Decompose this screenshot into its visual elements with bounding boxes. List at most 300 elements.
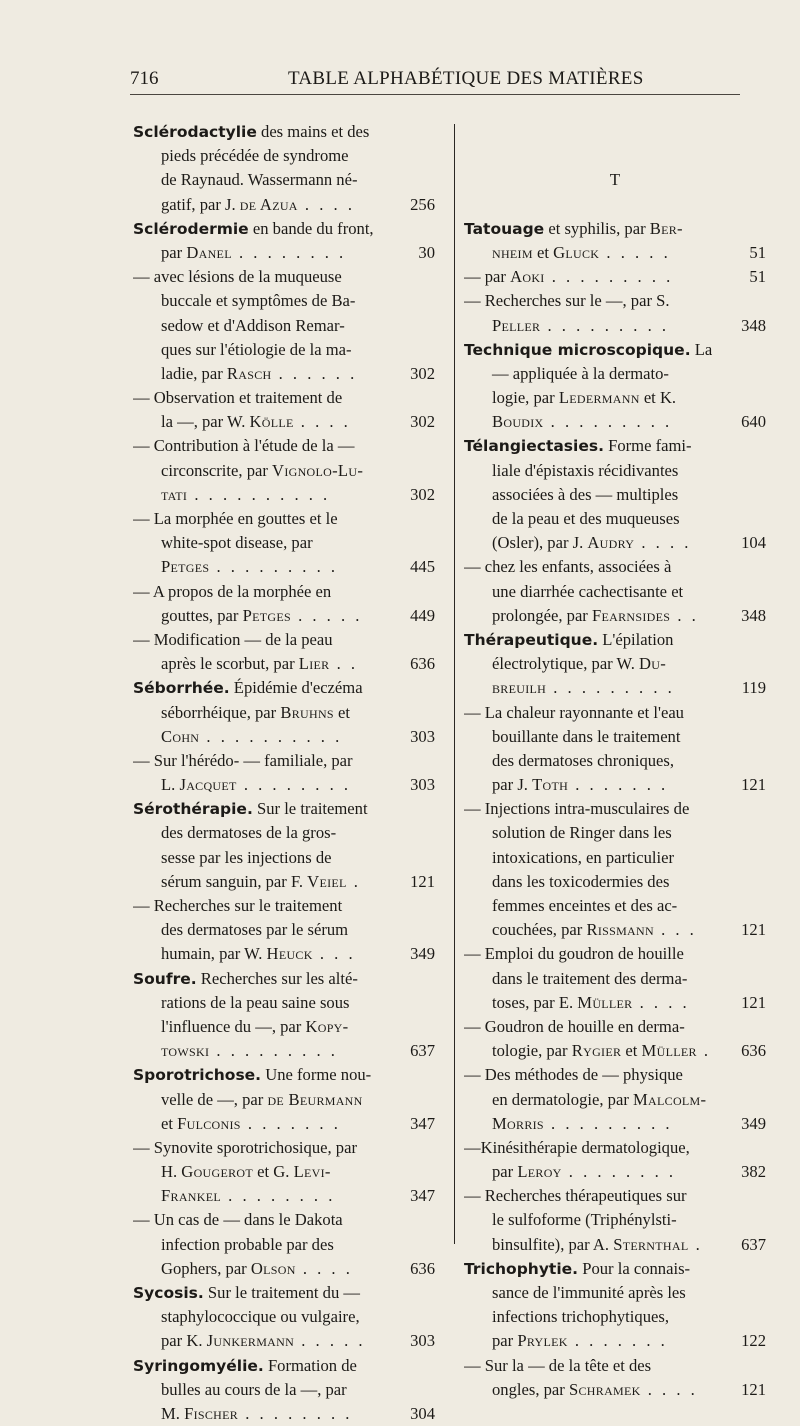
index-line (464, 1329, 766, 1353)
index-line (133, 338, 435, 362)
author-name: Olson (250, 1258, 296, 1278)
index-line (133, 580, 435, 604)
index-line (133, 749, 435, 773)
page-number: 716 (130, 68, 159, 89)
entry-text: tologie, par (492, 1041, 572, 1061)
index-line (133, 1088, 435, 1112)
index-line (133, 821, 435, 845)
entry-keyword: Sycosis. (133, 1284, 204, 1302)
index-line (464, 797, 766, 821)
leader-dots: . (688, 1234, 703, 1254)
index-line (133, 797, 435, 821)
author-name: Aoki (510, 267, 545, 287)
page-reference: 51 (749, 267, 766, 287)
index-line (133, 652, 435, 676)
entry-text: La (690, 339, 713, 359)
entry-keyword: Sclérodermie (133, 219, 249, 238)
entry-text: sesse par les injections de (161, 847, 332, 867)
index-line (464, 314, 766, 338)
entry-text: L. (161, 775, 180, 795)
leader-dots: . . . . . . . . . (544, 267, 674, 287)
leader-dots: . . . . . . . (240, 1113, 341, 1133)
entry-text: — Observation et traitement de (133, 388, 343, 408)
index-line (133, 846, 435, 870)
entry-text: femmes enceintes et des ac- (492, 896, 678, 915)
index-line (464, 894, 766, 918)
entry-text: — appliquée à la dermato- (492, 363, 669, 383)
index-line (133, 918, 435, 942)
author-name: breuilh (492, 678, 547, 698)
index-line (464, 1088, 766, 1112)
author-name: Frankel (161, 1186, 221, 1206)
entry-text: de Raynaud. Wassermann né- (161, 170, 358, 190)
index-line (133, 555, 435, 579)
index-line (133, 1184, 435, 1208)
index-line (133, 193, 435, 217)
index-line (464, 1136, 766, 1160)
index-line (133, 1208, 435, 1232)
entry-text: toses, par E. (492, 992, 578, 1012)
page-reference: 303 (410, 1331, 435, 1351)
page-reference: 348 (741, 605, 766, 625)
author-name: Audry (587, 533, 635, 553)
entry-text: —Kinésithérapie dermatologique, (464, 1137, 690, 1157)
index-line (464, 1208, 766, 1232)
page-reference: 349 (741, 1113, 766, 1133)
page-reference: 303 (410, 775, 435, 795)
author-name: Kölle (249, 412, 294, 432)
entry-text: ladie, par (161, 363, 227, 383)
entry-text: Pour la connais- (578, 1258, 691, 1278)
leader-dots: . (346, 871, 361, 891)
index-line (464, 676, 766, 700)
leader-dots: . . (329, 654, 359, 674)
leader-dots: . . . (312, 944, 356, 964)
entry-text: par (492, 1162, 518, 1182)
index-line (464, 1039, 766, 1063)
entry-text: et (161, 1113, 178, 1133)
entry-text: logie, par (492, 388, 559, 408)
index-line (133, 531, 435, 555)
page-reference: 122 (741, 1331, 766, 1351)
entry-text: sedow et d'Addison Remar- (161, 315, 345, 335)
index-line (133, 725, 435, 749)
entry-text: Sur le traitement du — (203, 1283, 360, 1302)
entry-keyword: Sclérodactylie (133, 123, 257, 141)
entry-keyword: Soufre. (133, 969, 197, 988)
entry-text: — Contribution à l'étude de la — (133, 436, 355, 456)
index-line (133, 459, 435, 483)
entry-text: binsulfite), par A. (492, 1234, 614, 1254)
index-line (464, 241, 766, 265)
index-line (464, 338, 766, 362)
entry-text: infections trichophytiques, (492, 1307, 669, 1327)
running-title: TABLE ALPHABÉTIQUE DES MATIÈRES (288, 68, 644, 89)
entry-text: Forme fami- (603, 436, 692, 456)
page-reference: 348 (741, 315, 766, 335)
spacer (464, 193, 766, 217)
entry-text: Recherches sur les alté- (196, 968, 358, 988)
entry-text: le sulfoforme (Triphénylsti- (492, 1210, 677, 1230)
entry-text: une diarrhée cachectisante et (492, 581, 684, 601)
author-name: Gougerot (181, 1162, 253, 1182)
author-name: Gluck (553, 242, 600, 262)
index-line (464, 991, 766, 1015)
entry-text: l'influence du —, par (161, 1016, 306, 1036)
author-name: Cohn (161, 726, 200, 746)
index-line (464, 942, 766, 966)
index-line (464, 773, 766, 797)
entry-text: et (532, 242, 554, 262)
page-reference: 449 (410, 605, 435, 625)
index-line (133, 410, 435, 434)
entry-keyword: Technique microscopique. (464, 340, 691, 359)
entry-text: — Emploi du goudron de houille (464, 944, 684, 964)
index-line (133, 942, 435, 966)
index-line (133, 1015, 435, 1039)
index-line (464, 1160, 766, 1184)
index-line (464, 725, 766, 749)
index-line (464, 217, 766, 241)
leader-dots: . . . . . . . . . . (199, 726, 343, 746)
index-line (133, 507, 435, 531)
entry-text: et (333, 702, 351, 722)
index-line (464, 386, 766, 410)
entry-text: par K. (161, 1331, 207, 1351)
entry-text: des dermatoses chroniques, (492, 750, 675, 770)
index-line (133, 604, 435, 628)
leader-dots: . . . . . . . . . (209, 1041, 338, 1061)
index-line (133, 434, 435, 458)
author-name: Rissmann (586, 920, 654, 940)
index-column-left (133, 120, 435, 1426)
entry-text: bouillante dans le traitement (492, 726, 681, 746)
author-name: Kopy- (305, 1016, 349, 1036)
entry-text: Épidémie d'eczéma (229, 678, 363, 698)
entry-text: buccale et symptômes de Ba- (161, 291, 356, 311)
index-line (133, 1281, 435, 1305)
page-reference: 104 (741, 533, 766, 553)
author-name: Rasch (226, 363, 272, 383)
entry-text: staphylococcique ou vulgaire, (161, 1307, 360, 1327)
index-line (133, 1112, 435, 1136)
entry-text: velle de —, par (161, 1089, 268, 1109)
index-line (464, 967, 766, 991)
author-name: de Beurmann (267, 1089, 363, 1109)
entry-text: H. (161, 1162, 182, 1182)
index-line (133, 217, 435, 241)
spacer (464, 144, 766, 168)
author-name: Jacquet (179, 775, 237, 795)
entry-text: pieds précédée de syndrome (161, 146, 349, 166)
entry-text: (Osler), par J. (492, 533, 588, 553)
author-name: Morris (492, 1113, 544, 1133)
index-line (464, 434, 766, 458)
author-name: tati (161, 484, 188, 504)
author-name: Fulconis (177, 1113, 241, 1133)
page-reference: 304 (410, 1403, 435, 1423)
leader-dots: . (696, 1041, 712, 1061)
index-line (464, 652, 766, 676)
leader-dots: . . . . . . . . . (546, 678, 675, 698)
index-line (464, 362, 766, 386)
index-line (464, 846, 766, 870)
leader-dots: . . . . . . . . . (209, 557, 339, 577)
spacer (464, 120, 766, 144)
entry-text: — Sur l'hérédo- — familiale, par (133, 750, 353, 770)
author-name: Levi- (293, 1162, 331, 1182)
leader-dots: . . . . (634, 533, 692, 553)
index-line (133, 483, 435, 507)
entry-text: — A propos de la morphée en (133, 581, 332, 601)
page-reference: 302 (410, 363, 435, 383)
entry-text: bulles au cours de la —, par (161, 1379, 347, 1399)
leader-dots: . . . . . . . . . (543, 1113, 673, 1133)
entry-text: circonscrite, par (161, 460, 273, 480)
entry-text: par J. (492, 775, 533, 795)
author-name: Rygier (571, 1041, 622, 1061)
page-reference: 382 (741, 1162, 766, 1182)
page-reference: 347 (410, 1113, 435, 1133)
author-name: de Azua (239, 194, 298, 214)
leader-dots: . . . . . . . . . . (187, 484, 331, 504)
entry-keyword: Sporotrichose. (133, 1066, 262, 1085)
index-line (464, 1015, 766, 1039)
page-reference: 121 (741, 920, 766, 940)
index-line (464, 410, 766, 434)
entry-text: en dermatologie, par (492, 1089, 633, 1109)
author-name: towski (161, 1041, 210, 1061)
entry-text: — Goudron de houille en derma- (464, 1016, 685, 1036)
entry-text: ongles, par (492, 1379, 569, 1399)
author-name: Malcolm- (633, 1089, 707, 1109)
author-name: Sternthal (613, 1234, 689, 1254)
entry-text: — La chaleur rayonnante et l'eau (464, 702, 684, 722)
entry-text: et (621, 1041, 642, 1061)
leader-dots: . . . . (297, 194, 355, 214)
entry-text: Gophers, par (161, 1258, 251, 1278)
leader-dots: . . . . . (599, 242, 671, 262)
author-name: nheim (492, 242, 533, 262)
index-line (133, 265, 435, 289)
leader-dots: . . . . . . (271, 363, 358, 383)
page-reference: 121 (410, 871, 435, 891)
index-line (464, 289, 766, 313)
index-line (464, 604, 766, 628)
author-name: Heuck (266, 944, 313, 964)
index-line (464, 1281, 766, 1305)
page-reference: 121 (741, 775, 766, 795)
page-reference: 636 (410, 1258, 435, 1278)
entry-text: — Recherches sur le traitement (133, 896, 343, 915)
index-line (464, 749, 766, 773)
index-line (133, 676, 435, 700)
leader-dots: . . . . . . . . . (543, 412, 673, 432)
index-entries-right (464, 217, 766, 1402)
page-reference: 256 (410, 194, 435, 214)
page-reference: 347 (410, 1186, 435, 1206)
index-line (133, 1233, 435, 1257)
index-line (133, 967, 435, 991)
index-line (133, 894, 435, 918)
page-reference: 636 (410, 654, 435, 674)
author-name: Fearnsides (591, 605, 671, 625)
entry-text: Formation de (263, 1355, 357, 1375)
entry-text: — Recherches sur le —, par S. (464, 291, 670, 311)
entry-text: — chez les enfants, associées à (464, 557, 672, 577)
index-line (464, 1354, 766, 1378)
leader-dots: . . . . (640, 1379, 698, 1399)
author-name: Boudix (492, 412, 544, 432)
entry-text: infection probable par des (161, 1234, 334, 1254)
entry-text: — avec lésions de la muqueuse (133, 267, 342, 287)
leader-dots: . . . . (293, 412, 351, 432)
leader-dots: . . . . (295, 1258, 353, 1278)
index-line (464, 580, 766, 604)
author-name: Prylek (517, 1331, 568, 1351)
entry-text: — La morphée en gouttes et le (133, 509, 338, 528)
entry-keyword: Tatouage (464, 219, 545, 238)
entry-keyword: Séborrhée. (133, 679, 230, 698)
index-line (464, 1112, 766, 1136)
entry-text: couchées, par (492, 920, 587, 940)
leader-dots: . . . . . (290, 605, 363, 625)
leader-dots: . . . . . (294, 1331, 366, 1351)
index-line (464, 1184, 766, 1208)
page-reference: 636 (741, 1041, 766, 1061)
page-reference: 30 (418, 242, 435, 262)
entry-text: séborrhéique, par (161, 702, 281, 722)
entry-text: des mains et des (256, 122, 370, 141)
author-name: Peller (492, 315, 541, 335)
index-line (464, 821, 766, 845)
index-line (464, 1257, 766, 1281)
entry-text: solution de Ringer dans les (492, 823, 672, 843)
entry-text: liale d'épistaxis récidivantes (492, 460, 679, 480)
page-header (130, 68, 740, 95)
index-line (464, 507, 766, 531)
entry-text: white-spot disease, par (161, 533, 313, 553)
index-line (133, 241, 435, 265)
index-line (464, 555, 766, 579)
index-line (133, 773, 435, 797)
author-name: Leroy (517, 1162, 562, 1182)
entry-text: — Un cas de — dans le Dakota (133, 1210, 343, 1230)
index-line (464, 1233, 766, 1257)
leader-dots: . . . . (632, 992, 690, 1012)
page-reference: 302 (410, 484, 435, 504)
leader-dots: . . . . . . . (567, 1331, 668, 1351)
page-reference: 637 (741, 1234, 766, 1254)
index-line (133, 870, 435, 894)
author-name: Danel (186, 242, 232, 262)
page-reference: 121 (741, 992, 766, 1012)
entry-text: Sur le traitement (252, 799, 368, 819)
leader-dots: . . . . . . . . (238, 1403, 353, 1423)
entry-text: — par (464, 267, 511, 287)
index-line (464, 1063, 766, 1087)
entry-text: humain, par W. (161, 944, 267, 964)
page-reference: 121 (741, 1379, 766, 1399)
author-name: Petges (242, 605, 291, 625)
leader-dots: . . . . . . . . (236, 775, 352, 795)
entry-keyword: Thérapeutique. (464, 630, 599, 649)
index-line (464, 1305, 766, 1329)
section-letter-heading: T (609, 170, 621, 190)
index-line (464, 870, 766, 894)
author-name: Fischer (184, 1403, 239, 1423)
index-line (464, 483, 766, 507)
entry-text: prolongée, par (492, 605, 592, 625)
index-line (133, 1039, 435, 1063)
author-name: Vignolo-Lu- (272, 460, 364, 480)
entry-text: associées à des — multiples (492, 484, 679, 504)
leader-dots: . . . . . . . . (221, 1186, 336, 1206)
entry-text: ques sur l'étiologie de la ma- (161, 339, 352, 359)
entry-text: sérum sanguin, par F. (161, 871, 308, 891)
index-line (133, 386, 435, 410)
entry-text: après le scorbut, par (161, 654, 299, 674)
entry-text: — Recherches thérapeutiques sur (464, 1186, 687, 1206)
index-line (133, 1305, 435, 1329)
entry-text: — Sur la — de la tête et des (464, 1355, 652, 1375)
index-line (133, 1136, 435, 1160)
leader-dots: . . . . . . . . (561, 1162, 677, 1182)
entry-text: sance de l'immunité après les (492, 1283, 686, 1302)
page-reference: 303 (410, 726, 435, 746)
index-line (133, 362, 435, 386)
entry-text: et G. (253, 1162, 294, 1182)
index-line (133, 1329, 435, 1353)
entry-text: et syphilis, par (544, 218, 650, 238)
index-line (133, 1378, 435, 1402)
index-line (464, 531, 766, 555)
author-name: Veiel (307, 871, 347, 891)
author-name: Schramek (568, 1379, 641, 1399)
entry-text: — Synovite sporotrichosique, par (133, 1137, 357, 1157)
page-reference: 640 (741, 412, 766, 432)
page-reference: 637 (410, 1041, 435, 1061)
entry-text: dans les toxicodermies des (492, 871, 670, 891)
index-line (464, 628, 766, 652)
column-divider (454, 124, 455, 1244)
entry-text: par (492, 1331, 518, 1351)
entry-text: intoxications, en particulier (492, 847, 675, 867)
author-name: Müller (641, 1041, 697, 1061)
page-reference: 349 (410, 944, 435, 964)
page-reference: 302 (410, 412, 435, 432)
index-line (133, 1160, 435, 1184)
index-line (133, 1402, 435, 1426)
entry-text: des dermatoses de la gros- (161, 823, 337, 843)
entry-text: L'épilation (598, 629, 674, 649)
entry-text: — Injections intra-musculaires de (464, 799, 690, 819)
index-line (464, 918, 766, 942)
entry-text: — Des méthodes de — physique (464, 1065, 683, 1085)
author-name: Ber- (649, 218, 683, 238)
index-line (464, 459, 766, 483)
index-line (133, 314, 435, 338)
author-name: Ledermann (558, 388, 640, 408)
index-line (133, 144, 435, 168)
entry-text: électrolytique, par W. (492, 654, 639, 674)
index-line (133, 120, 435, 144)
entry-text: — Modification — de la peau (133, 629, 333, 649)
author-name: Du- (639, 654, 667, 674)
entry-text: Une forme nou- (261, 1065, 372, 1085)
entry-text: par (161, 242, 187, 262)
entry-text: rations de la peau saine sous (161, 992, 350, 1012)
